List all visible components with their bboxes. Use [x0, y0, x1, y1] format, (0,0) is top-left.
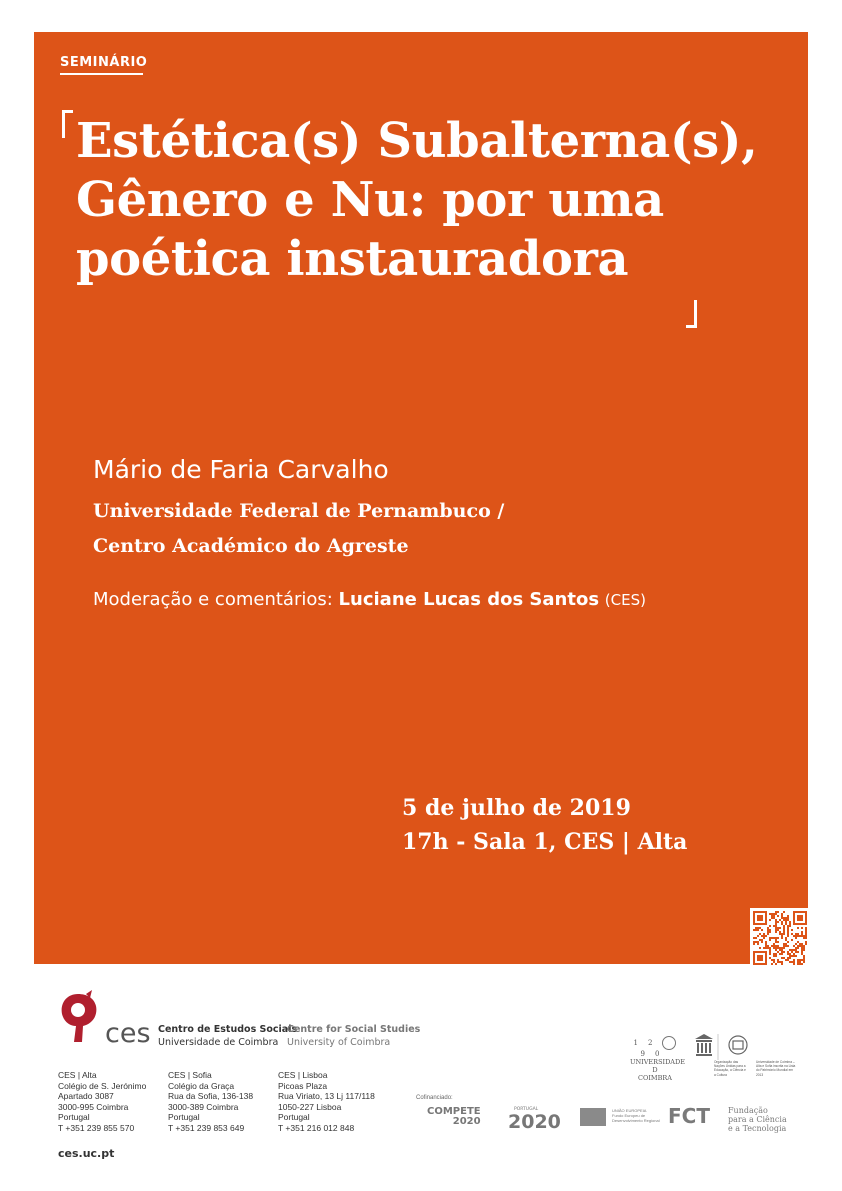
event-time-place: 17h - Sala 1, CES | Alta: [402, 829, 688, 855]
address-line: 1050-227 Lisboa: [278, 1101, 342, 1112]
speaker-institution: Centro Académico do Agreste: [93, 535, 409, 557]
address-line: Rua Viriato, 13 Lj 117/118: [278, 1091, 375, 1102]
compete-logo: [427, 1107, 481, 1127]
title-line: poética instauradora: [76, 231, 629, 287]
qr-code[interactable]: [750, 908, 810, 968]
speaker-name: Mário de Faria Carvalho: [93, 455, 389, 484]
unesco-text: Organização das Nações Unidas para a Educação, a Ciência e a Cultura: [714, 1060, 746, 1077]
uc-seal-icon: [662, 1036, 676, 1050]
website-link[interactable]: ces.uc.pt: [58, 1147, 115, 1160]
address-line: T +351 239 853 649: [168, 1122, 245, 1133]
address-line: CES | Sofia: [168, 1070, 212, 1080]
fct-line: para a Ciência: [728, 1115, 787, 1124]
event-date: 5 de julho de 2019: [402, 795, 631, 821]
ces-name-en: Centre for Social Studies: [287, 1024, 421, 1035]
address-line: 3000-995 Coimbra: [58, 1101, 129, 1112]
title-line: Gênero e Nu: por uma: [76, 172, 664, 228]
address-line: T +351 239 855 570: [58, 1122, 135, 1133]
fct-line: e a Tecnologia: [728, 1124, 787, 1133]
portugal2020-logo: [508, 1107, 561, 1132]
address-line: Portugal: [168, 1112, 200, 1123]
address-line: Rua da Sofia, 136-138: [168, 1091, 254, 1102]
address-line: Portugal: [278, 1112, 310, 1123]
ces-university-pt: Universidade de Coimbra: [158, 1037, 279, 1048]
speaker-institution: Universidade Federal de Pernambuco /: [93, 500, 505, 522]
eu-fund: Fundo Europeu de Desenvolvimento Regional: [612, 1113, 660, 1123]
address-line: T +351 216 012 848: [278, 1122, 355, 1133]
fct-name: [728, 1106, 787, 1133]
ces-logo-name-en: [287, 1023, 420, 1049]
title-bracket-close: [686, 300, 697, 328]
address-line: CES | Alta: [58, 1070, 97, 1080]
ces-name-pt: Centro de Estudos Sociais: [158, 1024, 298, 1035]
ces-logo-icon: [56, 990, 104, 1050]
moderator-affiliation: (CES): [604, 591, 646, 609]
cofinanced-label: Cofinanciado:: [416, 1095, 453, 1101]
eu-text: [612, 1108, 668, 1123]
poster-title: [76, 112, 796, 289]
compete-text: COMPETE: [427, 1106, 481, 1117]
address-lisboa: [278, 1070, 375, 1134]
ces-university-en: University of Coimbra: [287, 1037, 391, 1048]
compete-year: 2020: [452, 1116, 481, 1127]
tag-underline: [60, 73, 143, 75]
ces-logo-name-pt: [158, 1023, 297, 1049]
seminar-tag: SEMINÁRIO: [60, 55, 148, 70]
address-line: Colégio de S. Jerónimo: [58, 1080, 147, 1091]
uc-logo: [630, 1036, 685, 1082]
address-line: 3000-389 Coimbra: [168, 1101, 239, 1112]
qr-code-pattern: [753, 911, 807, 965]
title-line: Estética(s) Subalterna(s),: [76, 113, 758, 169]
eu-name: UNIÃO EUROPEIA: [612, 1108, 647, 1113]
moderation-label: Moderação e comentários:: [93, 589, 333, 610]
address-sofia: [168, 1070, 253, 1134]
fct-logo: FCT: [668, 1104, 710, 1128]
fct-line: Fundação: [728, 1106, 768, 1115]
unesco-whs-text: Universidade de Coimbra – Alta e Sofia inscrita na Lista do Património Mundial em 2013: [756, 1060, 796, 1077]
moderator-name: Luciane Lucas dos Santos: [338, 589, 600, 610]
address-line: Colégio da Graça: [168, 1080, 235, 1091]
moderation-line: [93, 589, 646, 610]
uc-year-left: 12: [633, 1039, 663, 1047]
portugal-text: PORTUGAL: [514, 1107, 539, 1112]
address-line: CES | Lisboa: [278, 1070, 328, 1080]
uc-line2: COIMBRA: [638, 1074, 672, 1082]
title-bracket-open: [62, 110, 73, 138]
portugal2020-year: 2020: [508, 1111, 561, 1133]
address-alta: [58, 1070, 146, 1134]
uc-line1: UNIVERSIDADE D: [630, 1058, 685, 1074]
ces-logo-acronym: ces: [105, 1018, 151, 1049]
address-line: Portugal: [58, 1112, 90, 1123]
address-line: Apartado 3087: [58, 1091, 114, 1102]
eu-flag-icon: [580, 1108, 606, 1126]
address-line: Picoas Plaza: [278, 1080, 328, 1091]
uc-year-right: 90: [640, 1050, 670, 1058]
